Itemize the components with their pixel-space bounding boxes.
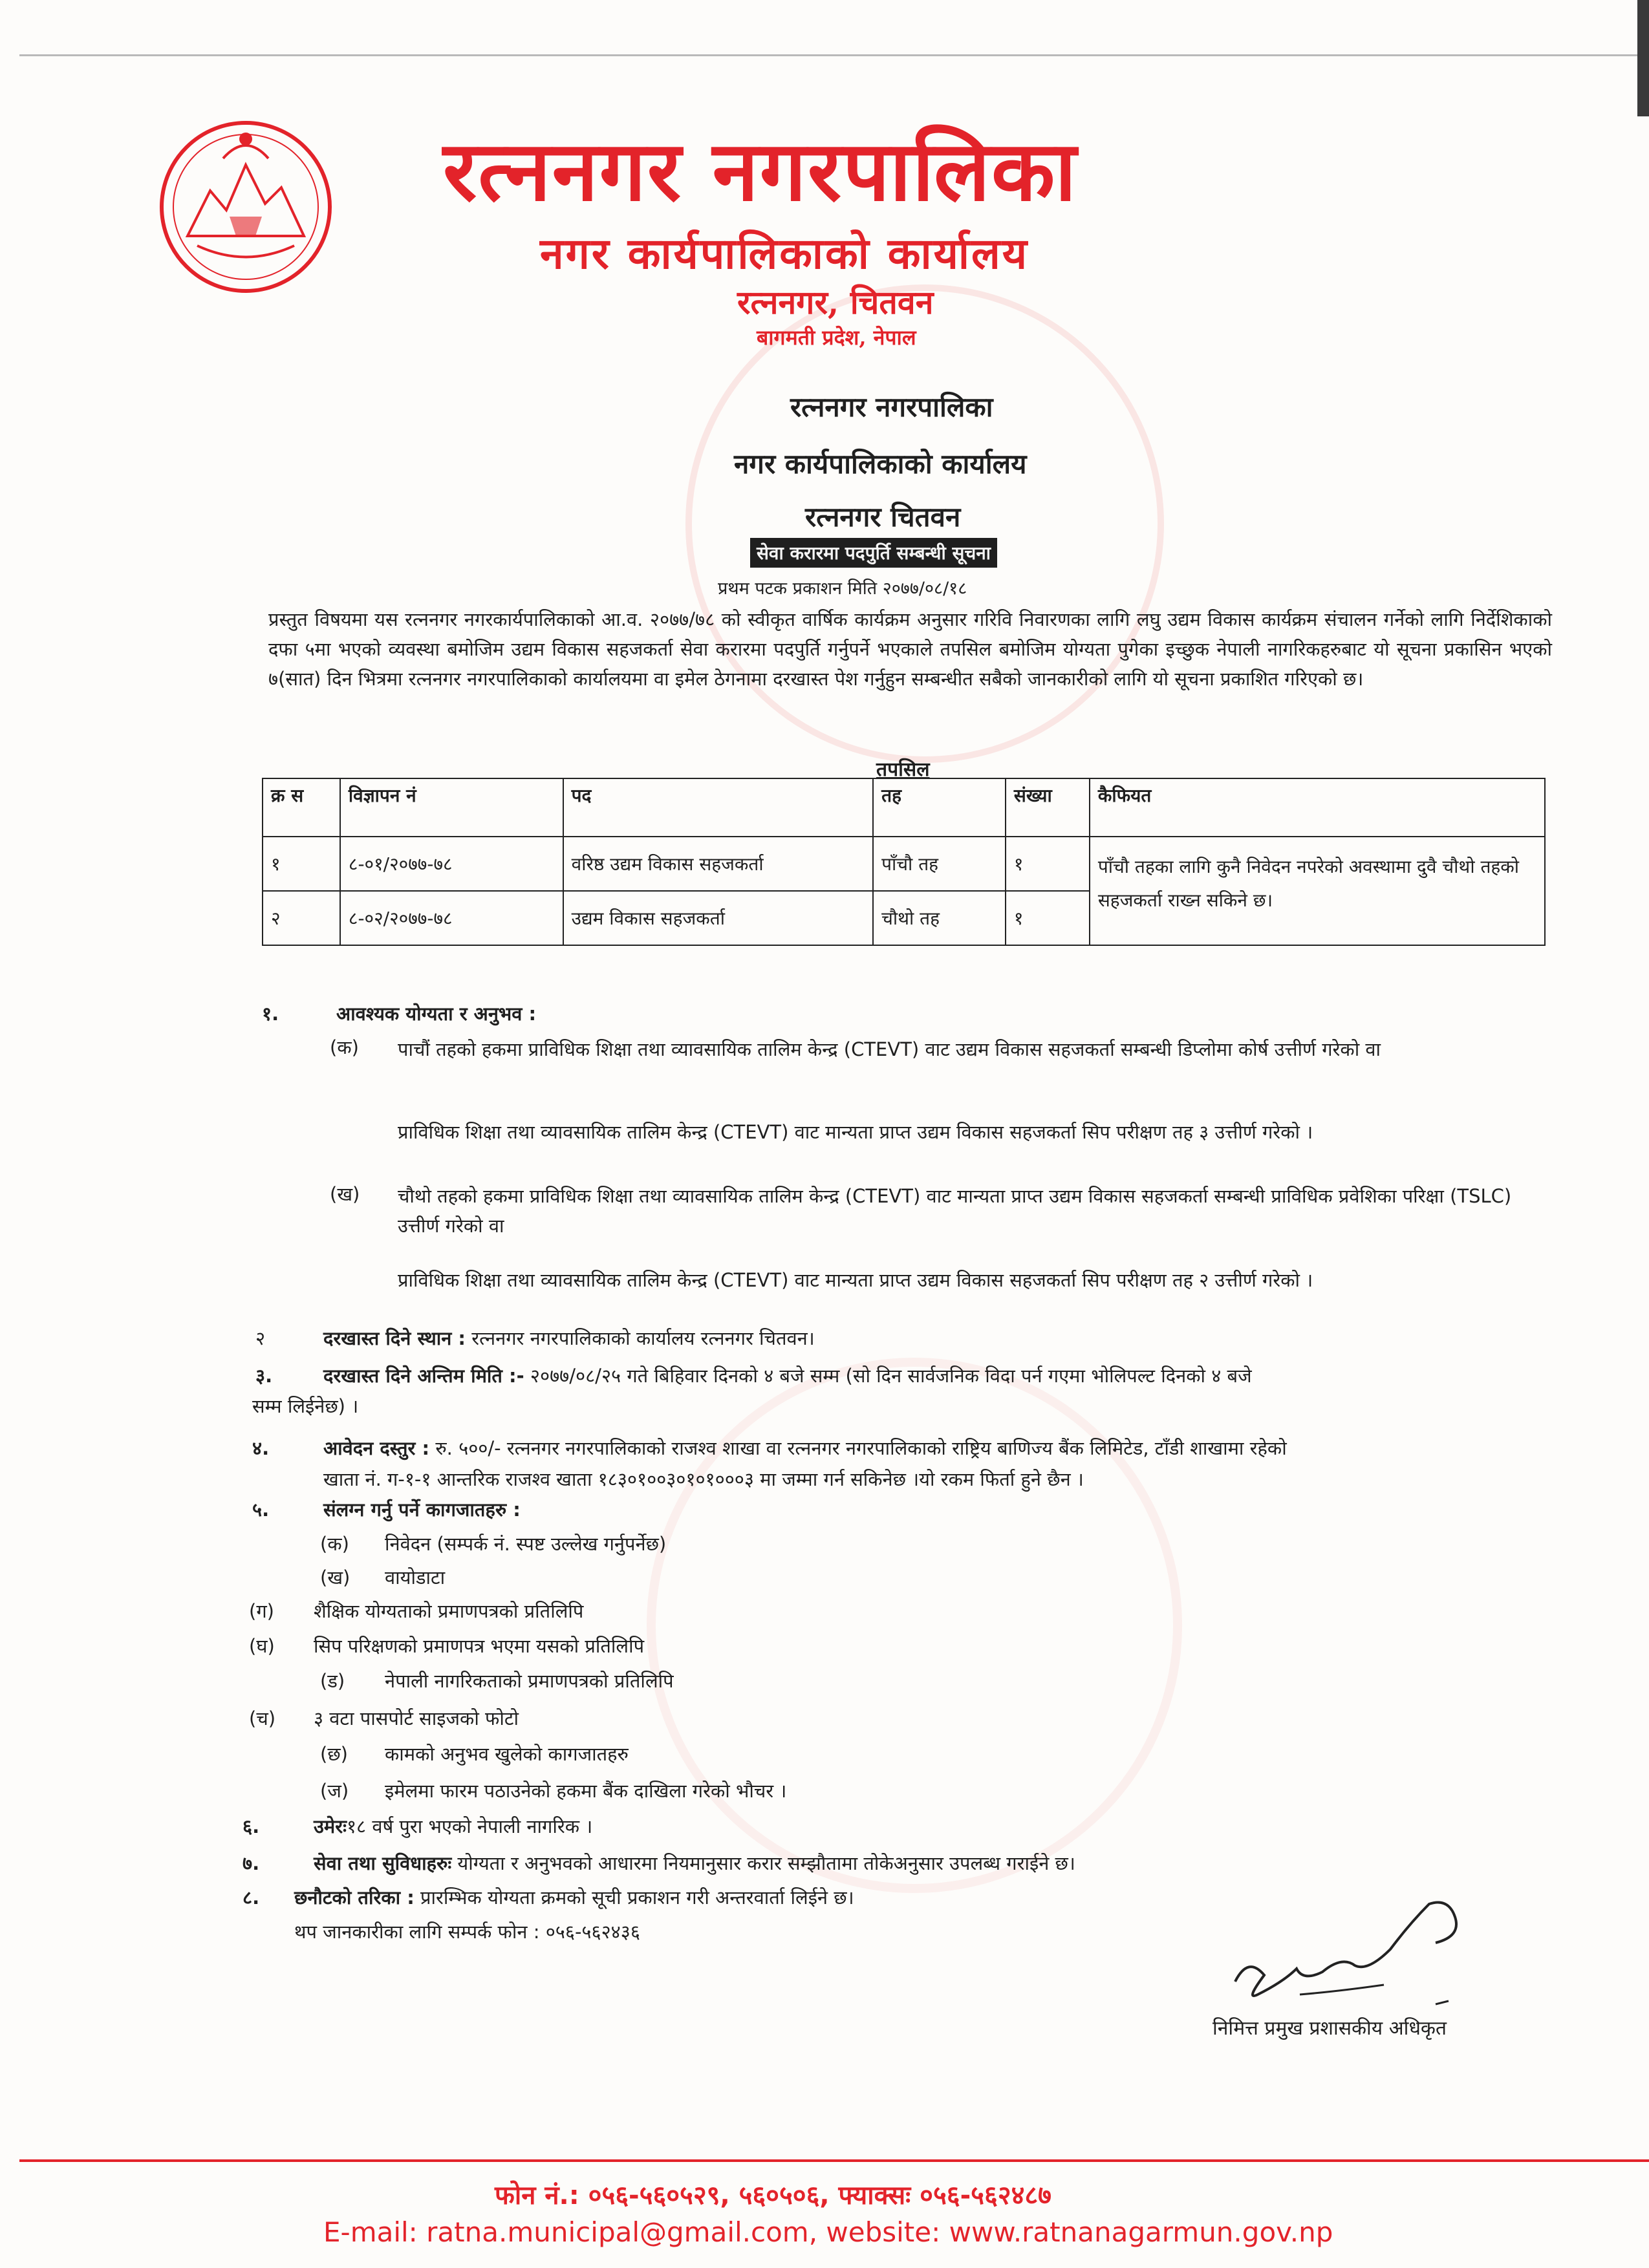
section-4-label: आवेदन दस्तुर : (323, 1437, 430, 1459)
section-8-number: ८. (242, 1887, 260, 1909)
item-kha-label: (ख) (330, 1183, 360, 1205)
table-header-row (263, 778, 1545, 837)
contact-line: थप जानकारीका लागि सम्पर्क फोन : ०५६-५६२४३६ (294, 1921, 640, 1943)
doc-label: (ड) (320, 1670, 345, 1692)
notice-title: सेवा करारमा पदपुर्ति सम्बन्धी सूचना (750, 538, 997, 568)
section-1-number: १. (262, 1003, 279, 1025)
doc-item: वायोडाटा (385, 1567, 446, 1589)
office-subtitle: नगर कार्यपालिकाको कार्यालय (540, 228, 1029, 279)
col-header-sn: क्र स (263, 778, 340, 837)
cell-level: पाँचौ तह (873, 837, 1006, 891)
doc-label: (च) (249, 1707, 276, 1729)
doc-item: इमेलमा फारम पठाउनेको हकमा बैंक दाखिला गरेको भौचर । (385, 1780, 787, 1802)
item-ka-line2: प्राविधिक शिक्षा तथा व्यावसायिक तालिम केन्द्र (CTEVT) वाट मान्यता प्राप्त उद्यम विकास सहजकर्ता सिप परीक्षण तह ३ उत्तीर्ण गरेको । (398, 1121, 1313, 1143)
section-2-number: २ (255, 1327, 266, 1349)
section-3-text-cont: सम्म लिईनेछ) । (252, 1395, 359, 1417)
doc-item: शैक्षिक योग्यताको प्रमाणपत्रको प्रतिलिपि (314, 1600, 584, 1622)
section-4-text-cont: खाता नं. ग-१-१ आन्तरिक राजश्व खाता १८३०१००३०१०१०००३ मा जम्मा गर्न सकिनेछ ।यो रकम फिर्ता हुने छैन । (323, 1468, 1084, 1490)
item-kha-line1: चौथो तहको हकमा प्राविधिक शिक्षा तथा व्यावसायिक तालिम केन्द्र (CTEVT) वाट मान्यता प्राप्त उद्यम विकास सहजकर्ता सम्बन्धी प्राविधिक प्रवेशिका परिक्षा (TSLC) उत्तीर्ण गरेको वा (398, 1185, 1512, 1237)
section-4-number: ४. (252, 1437, 270, 1459)
section-8-label: छनौटको तरिका : (294, 1887, 415, 1909)
table-row (263, 837, 1545, 891)
section-6-text: १८ वर्ष पुरा भएको नेपाली नागरिक । (346, 1815, 593, 1837)
office-place: रत्ननगर, चितवन (737, 283, 934, 321)
table-caption: तपसिल (876, 758, 930, 781)
doc-label: (ज) (320, 1780, 349, 1802)
doc-item: ३ वटा पासपोर्ट साइजको फोटो (314, 1707, 519, 1729)
col-header-count: संख्या (1006, 778, 1090, 837)
item-ka-line1: पाचौं तहको हकमा प्राविधिक शिक्षा तथा व्यावसायिक तालिम केन्द्र (CTEVT) वाट उद्यम विकास सहजकर्ता सम्बन्धी डिप्लोमा कोर्ष उत्तीर्ण गरेको वा (398, 1038, 1381, 1060)
subheader-line2: नगर कार्यपालिकाको कार्यालय (734, 448, 1027, 480)
doc-item: सिप परिक्षणको प्रमाणपत्र भएमा यसको प्रतिलिपि (314, 1635, 645, 1657)
scan-top-edge (19, 54, 1649, 56)
doc-label: (घ) (249, 1635, 275, 1657)
item-ka-label: (क) (330, 1036, 359, 1058)
section-6-label: उमेरः (314, 1815, 347, 1837)
cell-remarks: पाँचौ तहका लागि कुनै निवेदन नपरेको अवस्थामा दुवै चौथो तहको सहजकर्ता राख्न सकिने छ। (1090, 837, 1545, 945)
section-7-number: ७. (242, 1852, 260, 1874)
doc-label: (ग) (249, 1600, 274, 1622)
cell-ad-no: ८-०१/२०७७-७८ (340, 837, 563, 891)
section-5-label: संलग्न गर्नु पर्ने कागजातहरु : (323, 1499, 521, 1521)
cell-ad-no: ८-०२/२०७७-७८ (340, 891, 563, 945)
section-7-label: सेवा तथा सुविधाहरुः (314, 1852, 452, 1874)
nepal-emblem-icon (152, 113, 339, 301)
col-header-ad-no: विज्ञापन नं (340, 778, 563, 837)
cell-sn: १ (263, 837, 340, 891)
col-header-level: तह (873, 778, 1006, 837)
doc-item: नेपाली नागरिकताको प्रमाणपत्रको प्रतिलिपि (385, 1670, 674, 1692)
cell-post: उद्यम विकास सहजकर्ता (563, 891, 873, 945)
subheader-line3: रत्ननगर चितवन (805, 501, 961, 533)
col-header-post: पद (563, 778, 873, 837)
publish-date: प्रथम पटक प्रकाशन मिति २०७७/०८/१८ (718, 579, 967, 599)
doc-label: (छ) (320, 1743, 348, 1765)
posts-table (262, 778, 1546, 946)
signature-icon (1222, 1891, 1494, 2027)
section-6-number: ६. (242, 1815, 260, 1837)
municipality-title: रत्ननगर नगरपालिका (443, 123, 1078, 220)
item-kha-line2: प्राविधिक शिक्षा तथा व्यावसायिक तालिम केन्द्र (CTEVT) वाट मान्यता प्राप्त उद्यम विकास सहजकर्ता सिप परीक्षण तह २ उत्तीर्ण गरेको । (398, 1269, 1313, 1291)
cell-count: १ (1006, 891, 1090, 945)
section-7-text: योग्यता र अनुभवको आधारमा नियमानुसार करार सम्झौतामा तोकेअनुसार उपलब्ध गराईने छ। (457, 1852, 1075, 1874)
footer-email: E-mail: ratna.municipal@gmail.com, website: www.ratnanagarmun.gov.np (323, 2216, 1333, 2248)
intro-paragraph: प्रस्तुत विषयमा यस रत्ननगर नगरकार्यपालिकाको आ.व. २०७७/७८ को स्वीकृत वार्षिक कार्यक्रम अनुसार गरिवि निवारणका लागि लघु उद्यम विकास कार्यक्रम संचालन गर्नेको लागि निर्देशिकाको दफा ५मा भएको व्यवस्था बमोजिम उद्यम विकास सहजकर्ता सेवा करारमा पदपुर्ति गर्नुपर्ने भएकाले तपसिल बमोजिम योग्यता पुगेका इच्छुक नेपाली नागरिकहरुबाट यो सूचना प्रकासिन भएको ७(सात) दिन भित्रमा रत्ननगर नगरपालिकाको कार्यालयमा वा इमेल ठेगनामा दरखास्त पेश गर्नुहुन सम्बन्धीत सबैको जानकारीको लागि यो सूचना प्रकाशित गरिएको छ। (268, 608, 1552, 690)
signatory-title: निमित्त प्रमुख प्रशासकीय अधिकृत (1212, 2017, 1447, 2040)
section-3-text: २०७७/०८/२५ गते बिहिवार दिनको ४ बजे सम्म (सो दिन सार्वजनिक विदा पर्न गएमा भोलिपल्ट दिनको ४ बजे (530, 1365, 1252, 1387)
section-1-title: आवश्यक योग्यता र अनुभव : (336, 1003, 537, 1025)
section-4-text: रु. ५००/- रत्ननगर नगरपालिकाको राजश्व शाखा वा रत्ननगर नगरपालिकाको राष्ट्रिय बाणिज्य बैंक लिमिटेड, टाँडी शाखामा रहेको (435, 1437, 1287, 1459)
section-8-text: प्रारम्भिक योग्यता क्रमको सूची प्रकाशन गरी अन्तरवार्ता लिईने छ। (420, 1887, 854, 1909)
office-province: बागमती प्रदेश, नेपाल (757, 325, 916, 350)
section-2-text: रत्ननगर नगरपालिकाको कार्यालय रत्ननगर चितवन। (471, 1327, 815, 1349)
doc-label: (ख) (320, 1567, 350, 1589)
cell-post: वरिष्ठ उद्यम विकास सहजकर्ता (563, 837, 873, 891)
doc-item: कामको अनुभव खुलेको कागजातहरु (385, 1743, 629, 1765)
cell-count: १ (1006, 837, 1090, 891)
cell-level: चौथो तह (873, 891, 1006, 945)
scan-right-edge (1637, 0, 1649, 116)
subheader-line1: रत्ननगर नगरपालिका (790, 391, 993, 423)
footer-divider (19, 2159, 1649, 2162)
col-header-remarks: कैफियत (1090, 778, 1545, 837)
section-5-number: ५. (252, 1499, 270, 1521)
footer-phone: फोन नं.: ०५६-५६०५२९, ५६०५०६, फ्याक्सः ०५६-५६२४८७ (495, 2181, 1051, 2210)
doc-label: (क) (320, 1533, 349, 1555)
section-3-label: दरखास्त दिने अन्तिम मिति :- (323, 1365, 524, 1387)
cell-sn: २ (263, 891, 340, 945)
doc-item: निवेदन (सम्पर्क नं. स्पष्ट उल्लेख गर्नुपर्नेछ) (385, 1533, 667, 1555)
section-3-number: ३. (255, 1365, 273, 1387)
section-2-label: दरखास्त दिने स्थान : (323, 1327, 466, 1349)
